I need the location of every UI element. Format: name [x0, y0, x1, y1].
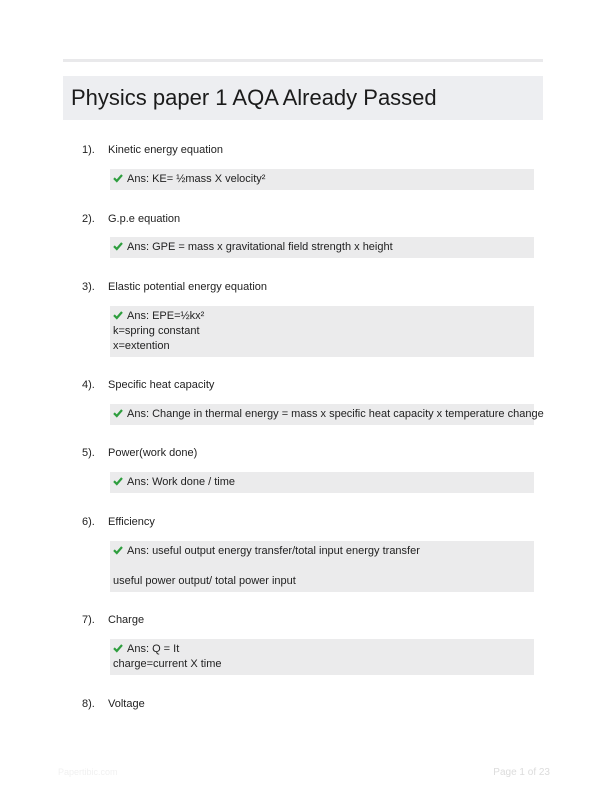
question-number: 6). — [82, 516, 95, 528]
question-number: 2). — [82, 213, 95, 225]
question-prompt: Power(work done) — [108, 447, 198, 459]
question-prompt: Specific heat capacity — [108, 379, 215, 391]
answer-box-6 — [110, 541, 534, 592]
check-icon — [113, 643, 123, 653]
question-prompt: G.p.e equation — [108, 213, 181, 225]
question-number: 3). — [82, 281, 95, 293]
answer-box-7 — [110, 639, 534, 675]
answer-line: charge=current X time — [113, 658, 222, 670]
check-icon — [113, 241, 123, 251]
question-prompt: Elastic potential energy equation — [108, 281, 267, 293]
question-number: 4). — [82, 379, 95, 391]
answer-line: Ans: useful output energy transfer/total input energy transfer — [113, 544, 531, 559]
footer-watermark: Papertibic.com — [58, 767, 118, 777]
question-number: 1). — [82, 144, 95, 156]
check-icon — [113, 545, 123, 555]
page-number: Page 1 of 23 — [493, 767, 550, 778]
top-divider — [63, 59, 543, 62]
answer-box-1 — [110, 169, 534, 190]
answer-box-3 — [110, 306, 534, 357]
answer-box-5 — [110, 472, 534, 493]
question-number: 5). — [82, 447, 95, 459]
answer-line: Ans: KE= ½mass X velocity² — [113, 172, 531, 187]
answer-line: Ans: EPE=½kx² — [113, 309, 531, 324]
blank-line — [113, 559, 531, 574]
title-banner — [63, 76, 543, 120]
check-icon — [113, 173, 123, 183]
answer-line: k=spring constant — [113, 325, 200, 337]
question-prompt: Charge — [108, 614, 145, 626]
answer-line: Ans: Q = It — [113, 642, 531, 657]
question-prompt: Kinetic energy equation — [108, 144, 223, 156]
check-icon — [113, 310, 123, 320]
question-prompt: Voltage — [108, 698, 145, 710]
answer-line: Ans: Work done / time — [113, 475, 531, 490]
answer-line: Ans: Change in thermal energy = mass x specific heat capacity x temperature change — [113, 407, 531, 422]
answer-line: x=extention — [113, 340, 170, 352]
check-icon — [113, 408, 123, 418]
answer-line: useful power output/ total power input — [113, 575, 296, 587]
answer-box-4 — [110, 404, 544, 425]
check-icon — [113, 476, 123, 486]
question-number: 7). — [82, 614, 95, 626]
question-number: 8). — [82, 698, 95, 710]
answer-box-2 — [110, 237, 534, 258]
answer-line: Ans: GPE = mass x gravitational field strength x height — [113, 240, 531, 255]
page-title: Physics paper 1 AQA Already Passed — [71, 85, 437, 110]
question-prompt: Efficiency — [108, 516, 155, 528]
